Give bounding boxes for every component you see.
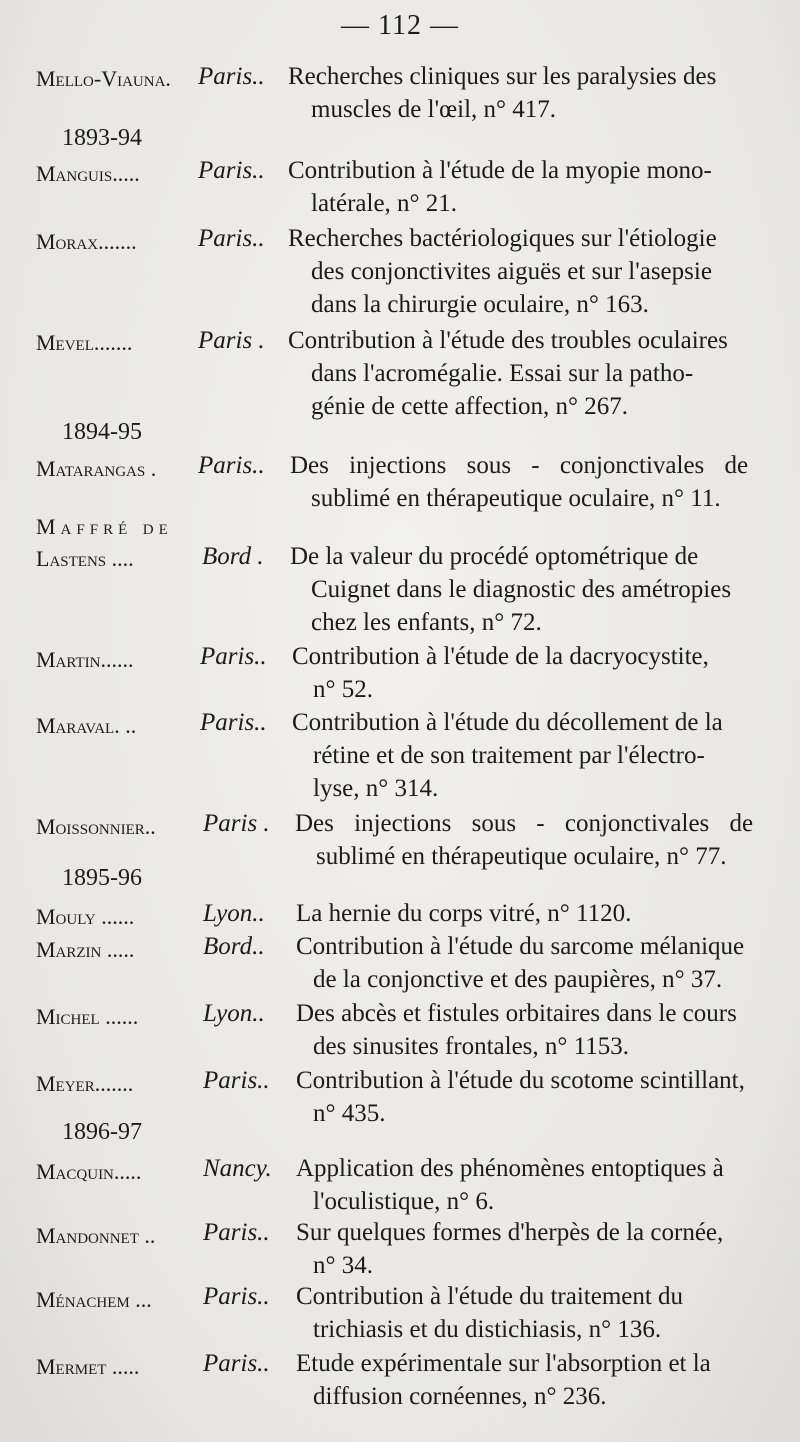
- author-city: Paris .: [198, 327, 265, 354]
- author-name: Marzin .....: [36, 937, 135, 962]
- author-city: Paris..: [203, 1219, 270, 1246]
- author-name: Manguis.....: [36, 161, 140, 186]
- author-name-continued: Lastens ....: [36, 546, 134, 571]
- author-city: Bord .: [202, 543, 264, 570]
- thesis-title-line: Etude expérimentale sur l'absorption et la: [296, 1350, 711, 1377]
- author-city: Paris..: [200, 643, 267, 670]
- academic-year: 1893-94: [62, 125, 142, 151]
- thesis-title-line: Des abcès et fistules orbitaires dans le cours: [296, 1000, 737, 1027]
- thesis-title-line: trichiasis et du distichiasis, n° 136.: [313, 1316, 662, 1343]
- author-city: Nancy.: [203, 1155, 272, 1182]
- author-city: Paris .: [203, 810, 270, 837]
- author-name: Maraval. ..: [36, 713, 137, 738]
- thesis-title-line: dans l'acromégalie. Essai sur la patho-: [311, 360, 694, 387]
- author-name: Mevel.......: [36, 330, 133, 355]
- thesis-title-line: La hernie du corps vitré, n° 1120.: [296, 900, 632, 927]
- thesis-title-line: De la valeur du procédé optométrique de: [290, 543, 699, 570]
- author-name: Morax.......: [36, 229, 137, 254]
- thesis-title-line: n° 52.: [313, 676, 373, 703]
- author-name: Mello-Viauna.: [36, 66, 171, 91]
- thesis-title-line: Cuignet dans le diagnostic des amétropies: [311, 576, 732, 603]
- author-city: Paris..: [198, 63, 265, 90]
- academic-year: 1894-95: [62, 419, 142, 445]
- thesis-title-line: n° 34.: [313, 1252, 373, 1279]
- author-city: Bord..: [203, 933, 265, 960]
- author-name: Meyer.......: [36, 1071, 134, 1096]
- thesis-title-line: rétine et de son traitement par l'électro-: [313, 742, 705, 769]
- thesis-title-line: Des injections sous - conjonctivales de: [290, 452, 749, 479]
- thesis-title-line: de la conjonctive et des paupières, n° 37.: [313, 966, 723, 993]
- thesis-title-line: génie de cette affection, n° 267.: [311, 393, 629, 420]
- thesis-title-line: Contribution à l'étude du scotome scintillant,: [296, 1067, 745, 1094]
- author-city: Paris..: [200, 709, 267, 736]
- thesis-title-line: des sinusites frontales, n° 1153.: [313, 1033, 629, 1060]
- thesis-title-line: Recherches bactériologiques sur l'étiologie: [288, 225, 717, 252]
- author-name: Mermet .....: [36, 1354, 140, 1379]
- thesis-title-line: Contribution à l'étude du sarcome mélanique: [296, 933, 745, 960]
- author-name: Mouly ......: [36, 904, 135, 929]
- academic-year: 1896-97: [62, 1119, 142, 1145]
- thesis-title-line: Recherches cliniques sur les paralysies des: [288, 63, 717, 90]
- author-name: Moissonnier..: [36, 814, 156, 839]
- thesis-title-line: sublimé en thérapeutique oculaire, n° 11.: [311, 485, 721, 512]
- thesis-title-line: Application des phénomènes entoptiques à: [296, 1155, 724, 1182]
- author-city: Paris..: [203, 1350, 270, 1377]
- author-name: Maffré de: [36, 514, 173, 539]
- author-name: Ménachem ...: [36, 1287, 152, 1312]
- thesis-title-line: sublimé en thérapeutique oculaire, n° 77.: [316, 843, 727, 870]
- thesis-title-line: muscles de l'œil, n° 417.: [311, 96, 557, 123]
- author-city: Paris..: [198, 452, 265, 479]
- author-name: Matarangas .: [36, 456, 157, 481]
- thesis-title-line: Sur quelques formes d'herpès de la cornée,: [296, 1219, 724, 1246]
- thesis-title-line: Des injections sous - conjonctivales de: [295, 810, 754, 837]
- author-name: Macquin.....: [36, 1159, 142, 1184]
- author-city: Lyon..: [203, 1000, 265, 1027]
- thesis-title-line: Contribution à l'étude des troubles oculaires: [288, 327, 728, 354]
- thesis-title-line: dans la chirurgie oculaire, n° 163.: [311, 291, 649, 318]
- thesis-title-line: chez les enfants, n° 72.: [311, 609, 542, 636]
- author-name: Martin......: [36, 647, 134, 672]
- thesis-title-line: l'oculistique, n° 6.: [313, 1188, 495, 1215]
- thesis-title-line: diffusion cornéennes, n° 236.: [313, 1383, 607, 1410]
- thesis-title-line: Contribution à l'étude du traitement du: [296, 1283, 684, 1310]
- author-city: Lyon..: [203, 900, 265, 927]
- academic-year: 1895-96: [62, 865, 142, 891]
- thesis-title-line: des conjonctivites aiguës et sur l'asepsie: [311, 258, 712, 285]
- author-city: Paris..: [198, 157, 265, 184]
- author-name: Michel ......: [36, 1004, 139, 1029]
- author-name: Mandonnet ..: [36, 1223, 156, 1248]
- author-city: Paris..: [198, 225, 265, 252]
- thesis-title-line: Contribution à l'étude du décollement de la: [292, 709, 723, 736]
- author-city: Paris..: [203, 1283, 270, 1310]
- page-number: — 112 —: [341, 10, 459, 41]
- thesis-title-line: Contribution à l'étude de la myopie mono-: [288, 157, 712, 184]
- thesis-title-line: n° 435.: [313, 1100, 386, 1127]
- thesis-title-line: lyse, n° 314.: [313, 775, 439, 802]
- thesis-title-line: Contribution à l'étude de la dacryocystite,: [292, 643, 709, 670]
- author-city: Paris..: [203, 1067, 270, 1094]
- thesis-title-line: latérale, n° 21.: [311, 190, 458, 217]
